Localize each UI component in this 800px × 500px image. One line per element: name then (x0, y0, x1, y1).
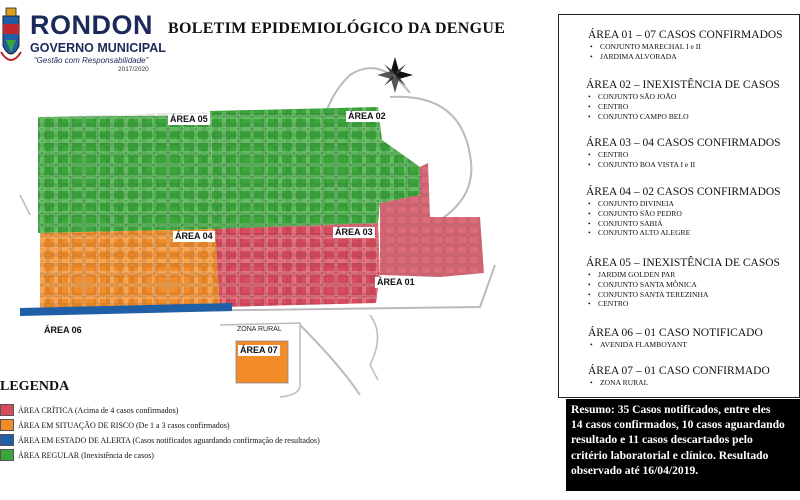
area-label-01: ÁREA 01 (377, 277, 415, 287)
logo-slogan: “Gestão com Responsabilidade” (34, 56, 149, 65)
area-section-item: • CONJUNTO SÃO PEDRO (586, 209, 800, 219)
area-section-05 (586, 256, 800, 309)
area-section-item: • ZONA RURAL (588, 378, 800, 388)
area-section-item: • CONJUNTO BOA VISTA I e II (586, 160, 800, 170)
summary-box (566, 399, 800, 491)
area-section-title: ÁREA 03 – 04 CASOS CONFIRMADOS (586, 137, 781, 149)
area-section-item: • CENTRO (586, 150, 800, 160)
legend-swatch (0, 419, 14, 431)
area-section-item: • CENTRO (586, 299, 800, 309)
area-section-title: ÁREA 06 – 01 CASO NOTIFICADO (588, 327, 763, 339)
summary-text: Resumo: 35 Casos notificados, entre eles 14 casos confirmados, 10 casos aguardando resultado e 11 casos descartados pelo critério laboratorial e clínico. Resultado observado até 16/04/2019. (571, 403, 785, 477)
area-section-title: ÁREA 02 – INEXISTÊNCIA DE CASOS (586, 79, 780, 91)
legend-item-label: ÁREA EM ESTADO DE ALERTA (Casos notificados aguardando confirmação de resultados) (18, 435, 320, 445)
area-section-item: • CONJUNTO SANTA MÔNICA (586, 280, 800, 290)
area-section-01 (588, 28, 800, 62)
area-section-07 (588, 364, 800, 388)
area-section-item: • CONJUNTO MARECHAL I e II (588, 42, 800, 52)
area-section-title: ÁREA 05 – INEXISTÊNCIA DE CASOS (586, 257, 780, 269)
legend-item-critical (0, 404, 178, 416)
area-section-item: • CENTRO (586, 102, 800, 112)
legend-item-alert (0, 434, 320, 446)
area-label-07: ÁREA 07 (240, 345, 278, 355)
area-section-item: • CONJUNTO ALTO ALEGRE (586, 228, 800, 238)
area-section-03 (586, 136, 800, 170)
area-section-04 (586, 185, 800, 238)
logo-years: 2017/2020 (118, 66, 149, 73)
area-section-title: ÁREA 04 – 02 CASOS CONFIRMADOS (586, 186, 781, 198)
zona-rural-label: ZONA RURAL (237, 326, 282, 333)
epidemiology-map (0, 45, 560, 400)
legend-item-label: ÁREA EM SITUAÇÃO DE RISCO (De 1 a 3 casos confirmados) (18, 420, 230, 430)
area-label-02: ÁREA 02 (348, 111, 386, 121)
area-section-title: ÁREA 07 – 01 CASO CONFIRMADO (588, 365, 770, 377)
area-section-02 (586, 78, 800, 121)
area-section-item: • CONJUNTO DIVINEIA (586, 199, 800, 209)
area-section-item: • CONJUNTO SANTA TEREZINHA (586, 290, 800, 300)
logo-name: RONDON (30, 10, 153, 40)
logo-subtitle: GOVERNO MUNICIPAL (30, 41, 166, 55)
area-label-05: ÁREA 05 (170, 114, 208, 124)
legend-item-label: ÁREA CRÍTICA (Acima de 4 casos confirmados) (18, 405, 179, 415)
legend-swatch (0, 404, 14, 416)
compass-rose-icon (377, 57, 413, 93)
area-label-03: ÁREA 03 (335, 227, 373, 237)
page-title: BOLETIM EPIDEMIOLÓGICO DA DENGUE (168, 20, 506, 37)
area-section-item: • CONJUNTO CAMPO BELO (586, 112, 800, 122)
area-section-item: • JARDIMA ALVORADA (588, 52, 800, 62)
legend-item-risk (0, 419, 230, 431)
area-section-item: • CONJUNTO SABIÁ (586, 219, 800, 229)
legend-title: LEGENDA (0, 379, 70, 394)
legend-swatch (0, 449, 14, 461)
area-section-item: • JARDIM GOLDEN PAR (586, 270, 800, 280)
legend-item-regular (0, 449, 154, 461)
legend-item-label: ÁREA REGULAR (Inexistência de casos) (18, 450, 154, 460)
legend-swatch (0, 434, 14, 446)
area-section-06 (588, 326, 800, 350)
area-section-item: • CONJUNTO SÃO JOÃO (586, 92, 800, 102)
area-section-title: ÁREA 01 – 07 CASOS CONFIRMADOS (588, 29, 783, 41)
area-label-06: ÁREA 06 (44, 325, 82, 335)
area-label-04: ÁREA 04 (175, 231, 213, 241)
area-section-item: • AVENIDA FLAMBOYANT (588, 340, 800, 350)
